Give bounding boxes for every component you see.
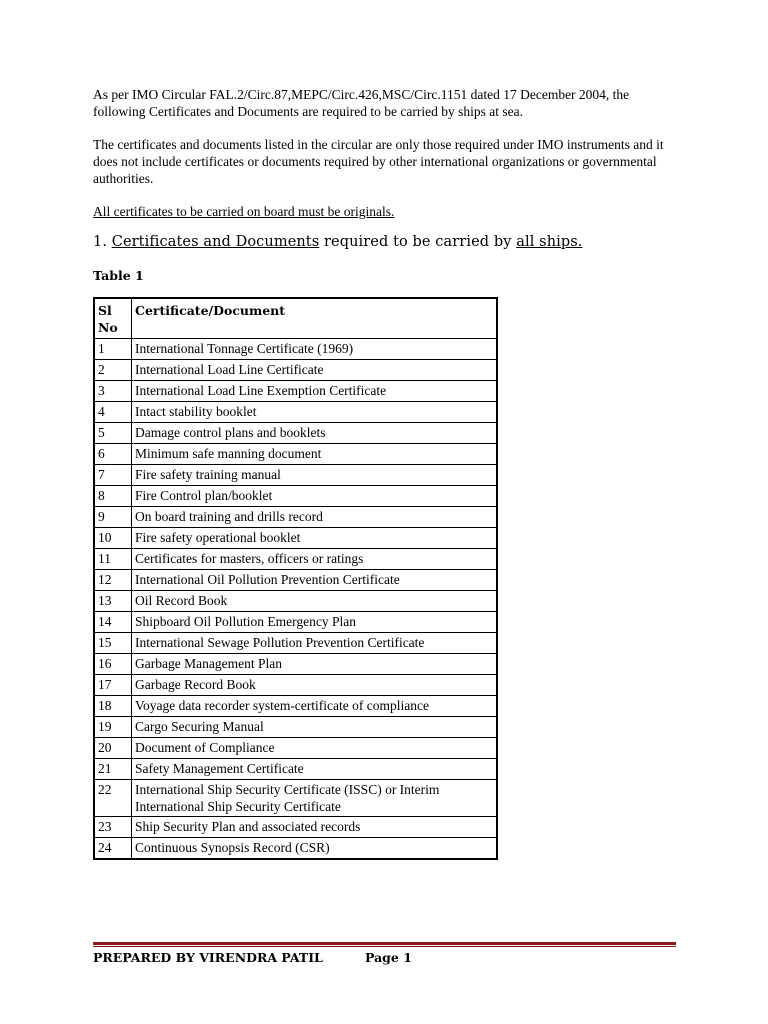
table-row xyxy=(94,612,497,633)
table-row xyxy=(94,675,497,696)
row-certificate-document: Continuous Synopsis Record (CSR) xyxy=(132,838,498,860)
table-row xyxy=(94,465,497,486)
row-certificate-document: Oil Record Book xyxy=(132,591,498,612)
intro-paragraph-1: As per IMO Circular FAL.2/Circ.87,MEPC/Circ.426,MSC/Circ.1151 dated 17 December 2004, the following Certificates and Documents are required to be carried by ships at sea. xyxy=(93,87,630,119)
footer-author: PREPARED BY VIRENDRA PATIL xyxy=(93,950,323,965)
row-certificate-document: Certificates for masters, officers or ratings xyxy=(132,549,498,570)
section-number: 1. xyxy=(93,234,112,250)
row-sl-no: 19 xyxy=(94,717,132,738)
row-certificate-document: Fire safety operational booklet xyxy=(132,528,498,549)
table-row xyxy=(94,381,497,402)
row-certificate-document: Garbage Management Plan xyxy=(132,654,498,675)
section-heading-part2: required to be carried by xyxy=(319,234,517,250)
table-row xyxy=(94,360,497,381)
certificates-table xyxy=(93,297,498,860)
table-row xyxy=(94,402,497,423)
table-row xyxy=(94,838,497,860)
row-sl-no: 23 xyxy=(94,817,132,838)
row-certificate-document: International Tonnage Certificate (1969) xyxy=(132,339,498,360)
document-page xyxy=(93,86,683,860)
table-row xyxy=(94,717,497,738)
row-sl-no: 16 xyxy=(94,654,132,675)
row-sl-no: 17 xyxy=(94,675,132,696)
table-row xyxy=(94,738,497,759)
header-certificate-document: Certificate/Document xyxy=(132,298,498,339)
table-label: Table 1 xyxy=(93,268,144,283)
table-row xyxy=(94,570,497,591)
row-certificate-document: Shipboard Oil Pollution Emergency Plan xyxy=(132,612,498,633)
row-sl-no: 22 xyxy=(94,780,132,817)
row-certificate-document: International Load Line Certificate xyxy=(132,360,498,381)
row-sl-no: 15 xyxy=(94,633,132,654)
table-row xyxy=(94,759,497,780)
row-certificate-document: On board training and drills record xyxy=(132,507,498,528)
table-row xyxy=(94,591,497,612)
row-certificate-document: Intact stability booklet xyxy=(132,402,498,423)
row-certificate-document: Voyage data recorder system-certificate of compliance xyxy=(132,696,498,717)
row-certificate-document: Fire safety training manual xyxy=(132,465,498,486)
row-certificate-document: Cargo Securing Manual xyxy=(132,717,498,738)
row-certificate-document: Safety Management Certificate xyxy=(132,759,498,780)
row-sl-no: 3 xyxy=(94,381,132,402)
row-certificate-document: International Ship Security Certificate (ISSC) or Interim International Ship Security Certificate xyxy=(132,780,498,817)
header-sl-no: Sl No xyxy=(94,298,132,339)
intro-paragraph-2: The certificates and documents listed in the circular are only those required under IMO instruments and it does not include certificates or documents required by other international organizations or governmental authorities. xyxy=(93,137,664,186)
table-row xyxy=(94,444,497,465)
row-sl-no: 20 xyxy=(94,738,132,759)
row-sl-no: 18 xyxy=(94,696,132,717)
table-row xyxy=(94,423,497,444)
row-sl-no: 11 xyxy=(94,549,132,570)
section-heading-part3: all ships. xyxy=(516,234,583,250)
row-sl-no: 14 xyxy=(94,612,132,633)
row-sl-no: 13 xyxy=(94,591,132,612)
table-row xyxy=(94,549,497,570)
row-sl-no: 8 xyxy=(94,486,132,507)
footer-rule-thick xyxy=(93,942,676,945)
row-certificate-document: International Load Line Exemption Certificate xyxy=(132,381,498,402)
table-row xyxy=(94,528,497,549)
row-certificate-document: Document of Compliance xyxy=(132,738,498,759)
table-body xyxy=(94,339,497,860)
table-row xyxy=(94,339,497,360)
table-row xyxy=(94,486,497,507)
row-sl-no: 2 xyxy=(94,360,132,381)
table-row xyxy=(94,633,497,654)
row-sl-no: 12 xyxy=(94,570,132,591)
table-row xyxy=(94,780,497,817)
table-row xyxy=(94,507,497,528)
footer-rule-thin xyxy=(93,946,676,947)
row-sl-no: 1 xyxy=(94,339,132,360)
table-row xyxy=(94,696,497,717)
table-row xyxy=(94,654,497,675)
row-certificate-document: International Sewage Pollution Prevention Certificate xyxy=(132,633,498,654)
section-heading-part1: Certificates and Documents xyxy=(111,234,320,250)
row-certificate-document: Damage control plans and booklets xyxy=(132,423,498,444)
row-sl-no: 4 xyxy=(94,402,132,423)
table-header-row xyxy=(94,298,497,339)
row-certificate-document: Fire Control plan/booklet xyxy=(132,486,498,507)
row-sl-no: 21 xyxy=(94,759,132,780)
intro-paragraph-3: All certificates to be carried on board must be originals. xyxy=(93,204,395,219)
section-heading xyxy=(93,234,683,250)
footer-page-number: Page 1 xyxy=(365,950,412,965)
row-sl-no: 24 xyxy=(94,838,132,860)
row-sl-no: 6 xyxy=(94,444,132,465)
row-sl-no: 7 xyxy=(94,465,132,486)
row-certificate-document: International Oil Pollution Prevention Certificate xyxy=(132,570,498,591)
row-sl-no: 9 xyxy=(94,507,132,528)
row-certificate-document: Minimum safe manning document xyxy=(132,444,498,465)
row-sl-no: 5 xyxy=(94,423,132,444)
row-certificate-document: Garbage Record Book xyxy=(132,675,498,696)
row-sl-no: 10 xyxy=(94,528,132,549)
row-certificate-document: Ship Security Plan and associated records xyxy=(132,817,498,838)
table-row xyxy=(94,817,497,838)
